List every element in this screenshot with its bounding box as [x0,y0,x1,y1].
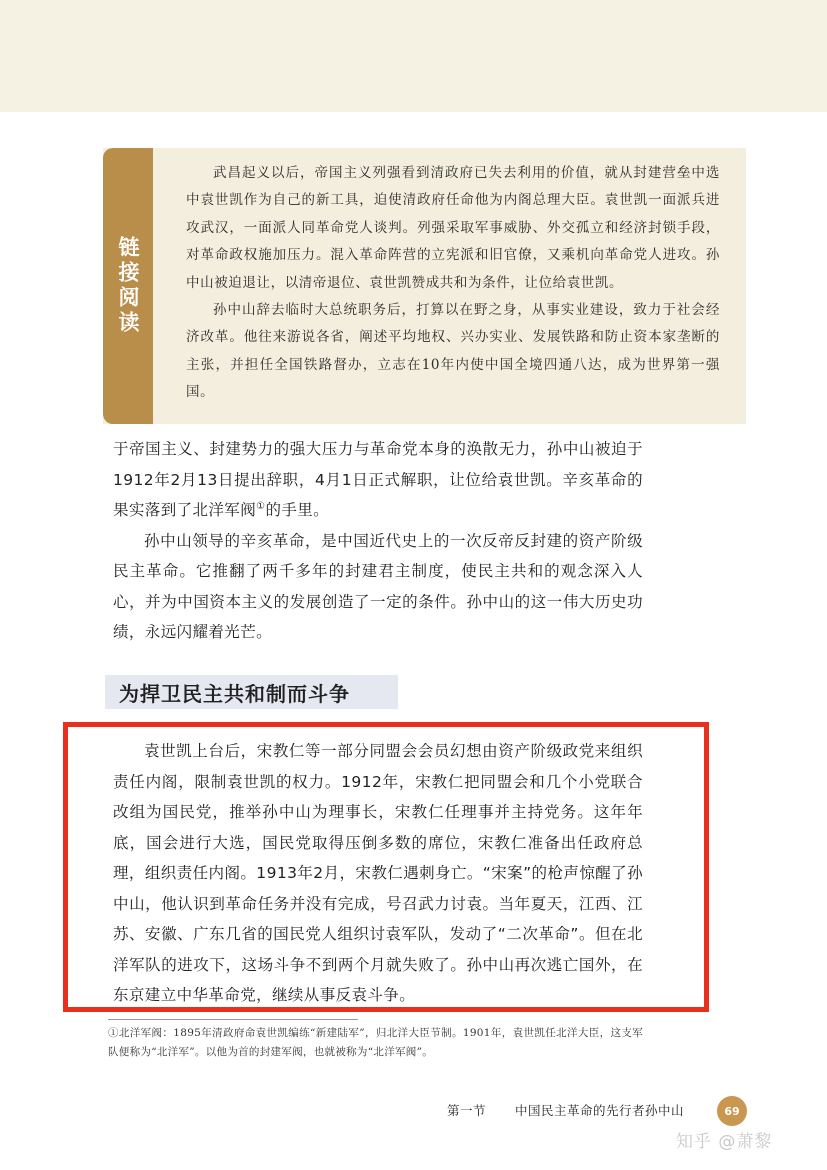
section-body [113,736,643,1011]
body-paragraph-1-text: 于帝国主义、封建势力的强大压力与革命党本身的涣散无力，孙中山被迫于1912年2月13日提出辞职，4月1日正式解职，让位给袁世凯。辛亥革命的果实落到了北洋军阀 [113,440,643,519]
page-number-badge: 69 [717,1096,747,1126]
body-paragraph-1-tail: 的手里。 [265,501,330,519]
running-footer [447,1101,684,1119]
footer-chapter-title: 中国民主革命的先行者孙中山 [514,1103,684,1118]
body-text-upper [113,434,643,648]
footnote: ①北洋军阀：1895年清政府命袁世凯编练“新建陆军”，归北洋大臣节制。1901年，袁世凯任北洋大臣，这支军队便称为“北洋军”。以他为首的封建军阀，也就被称为“北洋军阀”。 [108,1027,643,1058]
link-reading-text [186,160,720,407]
body-paragraph-2: 孙中山领导的辛亥革命，是中国近代史上的一次反帝反封建的资产阶级民主革命。它推翻了两千多年的封建君主制度，使民主共和的观念深入人心，并为中国资本主义的发展创造了一定的条件。孙中山的这一伟大历史功绩，永远闪耀着光芒。 [113,531,643,641]
footnote-divider [108,1019,358,1020]
footer-section-label: 第一节 [447,1103,487,1118]
watermark: 知乎 @萧黎 [676,1132,773,1152]
link-reading-paragraph-2: 孙中山辞去临时大总统职务后，打算以在野之身，从事实业建设，致力于社会经济改革。他往来游说各省，阐述平均地权、兴办实业、发展铁路和防止资本家垄断的主张，并担任全国铁路督办，立志在10年内使中国全境四通八达，成为世界第一强国。 [186,302,720,401]
link-reading-tab [103,148,153,424]
body-paragraph-1 [113,434,643,526]
page-top-band [0,0,827,112]
link-reading-tab-label: 链接阅读 [116,236,140,336]
section-paragraph: 袁世凯上台后，宋教仁等一部分同盟会会员幻想由资产阶级政党来组织责任内阁，限制袁世凯的权力。1912年，宋教仁把同盟会和几个小党联合改组为国民党，推举孙中山为理事长，宋教仁任理事并主持党务。这年年底，国会进行大选，国民党取得压倒多数的席位，宋教仁准备出任政府总理，组织责任内阁。1913年2月，宋教仁遇刺身亡。“宋案”的枪声惊醒了孙中山，他认识到革命任务并没有完成，号召武力讨袁。当年夏天，江西、江苏、安徽、广东几省的国民党人组织讨袁军队，发动了“二次革命”。但在北洋军队的进攻下，这场斗争不到两个月就失败了。孙中山再次逃亡国外，在东京建立中华革命党，继续从事反袁斗争。 [113,742,643,1004]
link-reading-paragraph-1: 武昌起义以后，帝国主义列强看到清政府已失去利用的价值，就从封建营垒中选中袁世凯作为自己的新工具，迫使清政府任命他为内阁总理大臣。袁世凯一面派兵进攻武汉，一面派人同革命党人谈判。列强采取军事威胁、外交孤立和经济封锁手段，对革命政权施加压力。混入革命阵营的立宪派和旧官僚，又乘机向革命党人进攻。孙中山被迫退让，以清帝退位、袁世凯赞成共和为条件，让位给袁世凯。 [186,165,720,291]
section-heading: 为捍卫民主共和制而斗争 [105,675,398,709]
footnote-marker: ① [256,500,266,512]
